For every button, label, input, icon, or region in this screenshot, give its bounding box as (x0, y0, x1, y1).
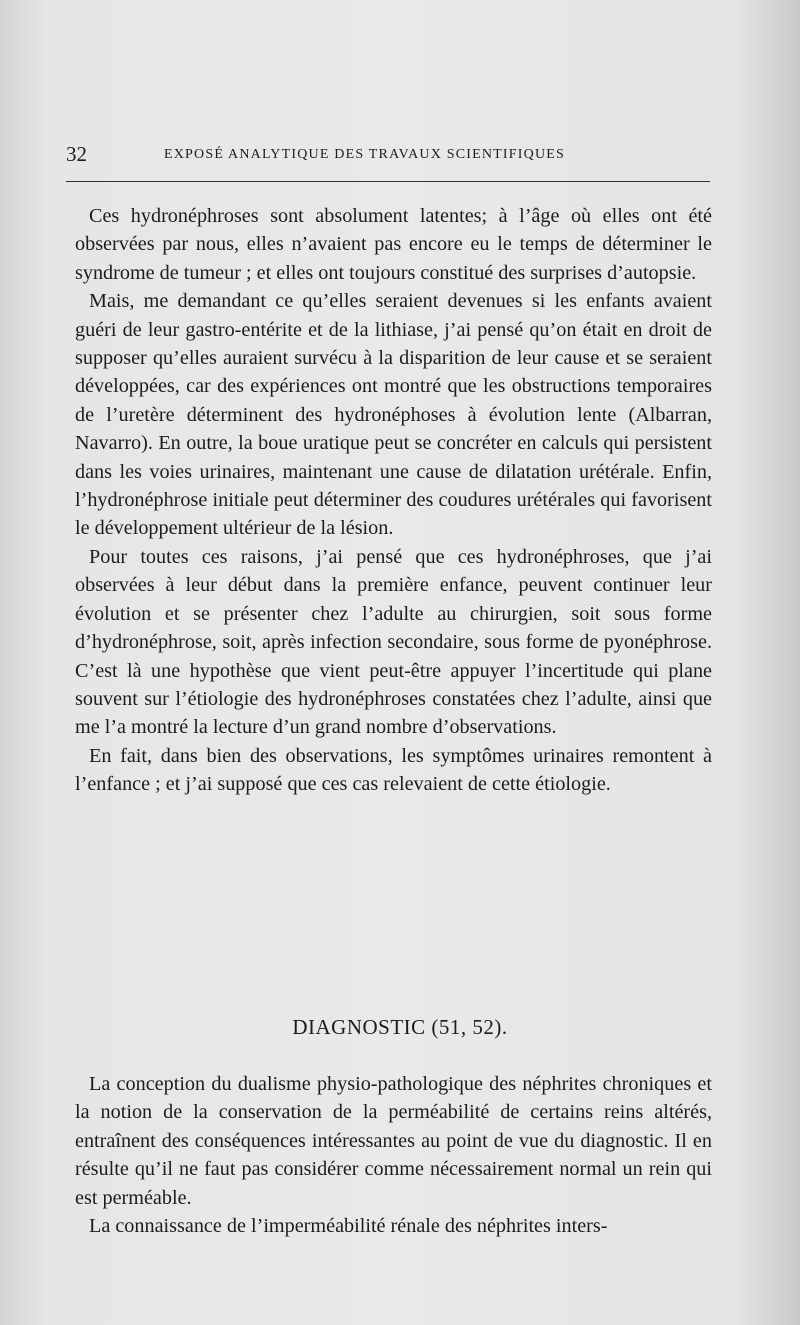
paragraph: Mais, me demandant ce qu’elles seraient devenues si les enfants avaient guéri de leur gastro-entérite et de la lithiase, j’ai pensé qu’on était en droit de supposer qu’elles auraient survécu à la disparition de leur cause et se seraient développées, car des expériences ont montré que les obstructions temporaires de l’uretère déterminent des hydronéphoses à évolution lente (Albarran, Navarro). En outre, la boue uratique peut se concréter en calculs qui persistent dans les voies urinaires, maintenant une cause de dilatation urétérale. Enfin, l’hydronéphrose initiale peut déterminer des coudures urétérales qui favorisent le développement ultérieur de la lésion. (75, 290, 712, 540)
paragraph: En fait, dans bien des observations, les symptômes urinaires remontent à l’enfance ; et j’ai supposé que ces cas relevaient de cette étiologie. (75, 744, 712, 796)
running-head: EXPOSÉ ANALYTIQUE DES TRAVAUX SCIENTIFIQUES (164, 147, 565, 162)
text-block-diagnostic (75, 1070, 712, 1240)
page-number: 32 (66, 142, 87, 166)
paragraph: Ces hydronéphroses sont absolument latentes; à l’âge où elles ont été observées par nous, elles n’avaient pas encore eu le temps de déterminer le syndrome de tumeur ; et elles ont toujours constitué des surprises d’autopsie. (75, 205, 712, 284)
paragraph: Pour toutes ces raisons, j’ai pensé que ces hydronéphroses, que j’ai observées à leur début dans la première enfance, peuvent continuer leur évolution et se présenter chez l’adulte au chirurgien, soit sous forme d’hydronéphrose, soit, après infection secondaire, sous forme de pyonéphrose. C’est là une hypothèse que vient peut-être appuyer l’incertitude qui plane souvent sur l’étiologie des hydronéphroses constatées chez l’adulte, ainsi que me l’a montré la lecture d’un grand nombre d’observations. (75, 545, 712, 739)
paragraph: La connaissance de l’imperméabilité rénale des néphrites inters- (89, 1215, 608, 1238)
header-rule (66, 181, 710, 182)
section-heading: DIAGNOSTIC (51, 52). (292, 1015, 508, 1039)
text-block-hydronephroses (75, 202, 712, 799)
paragraph: La conception du dualisme physio-pathologique des néphrites chroniques et la notion de la conservation de la perméabilité de certains reins altérés, entraînent des conséquences intéressantes au point de vue du diagnostic. Il en résulte qu’il ne faut pas considérer comme nécessairement normal un rein qui est perméable. (75, 1073, 712, 1209)
page-header (66, 142, 710, 172)
